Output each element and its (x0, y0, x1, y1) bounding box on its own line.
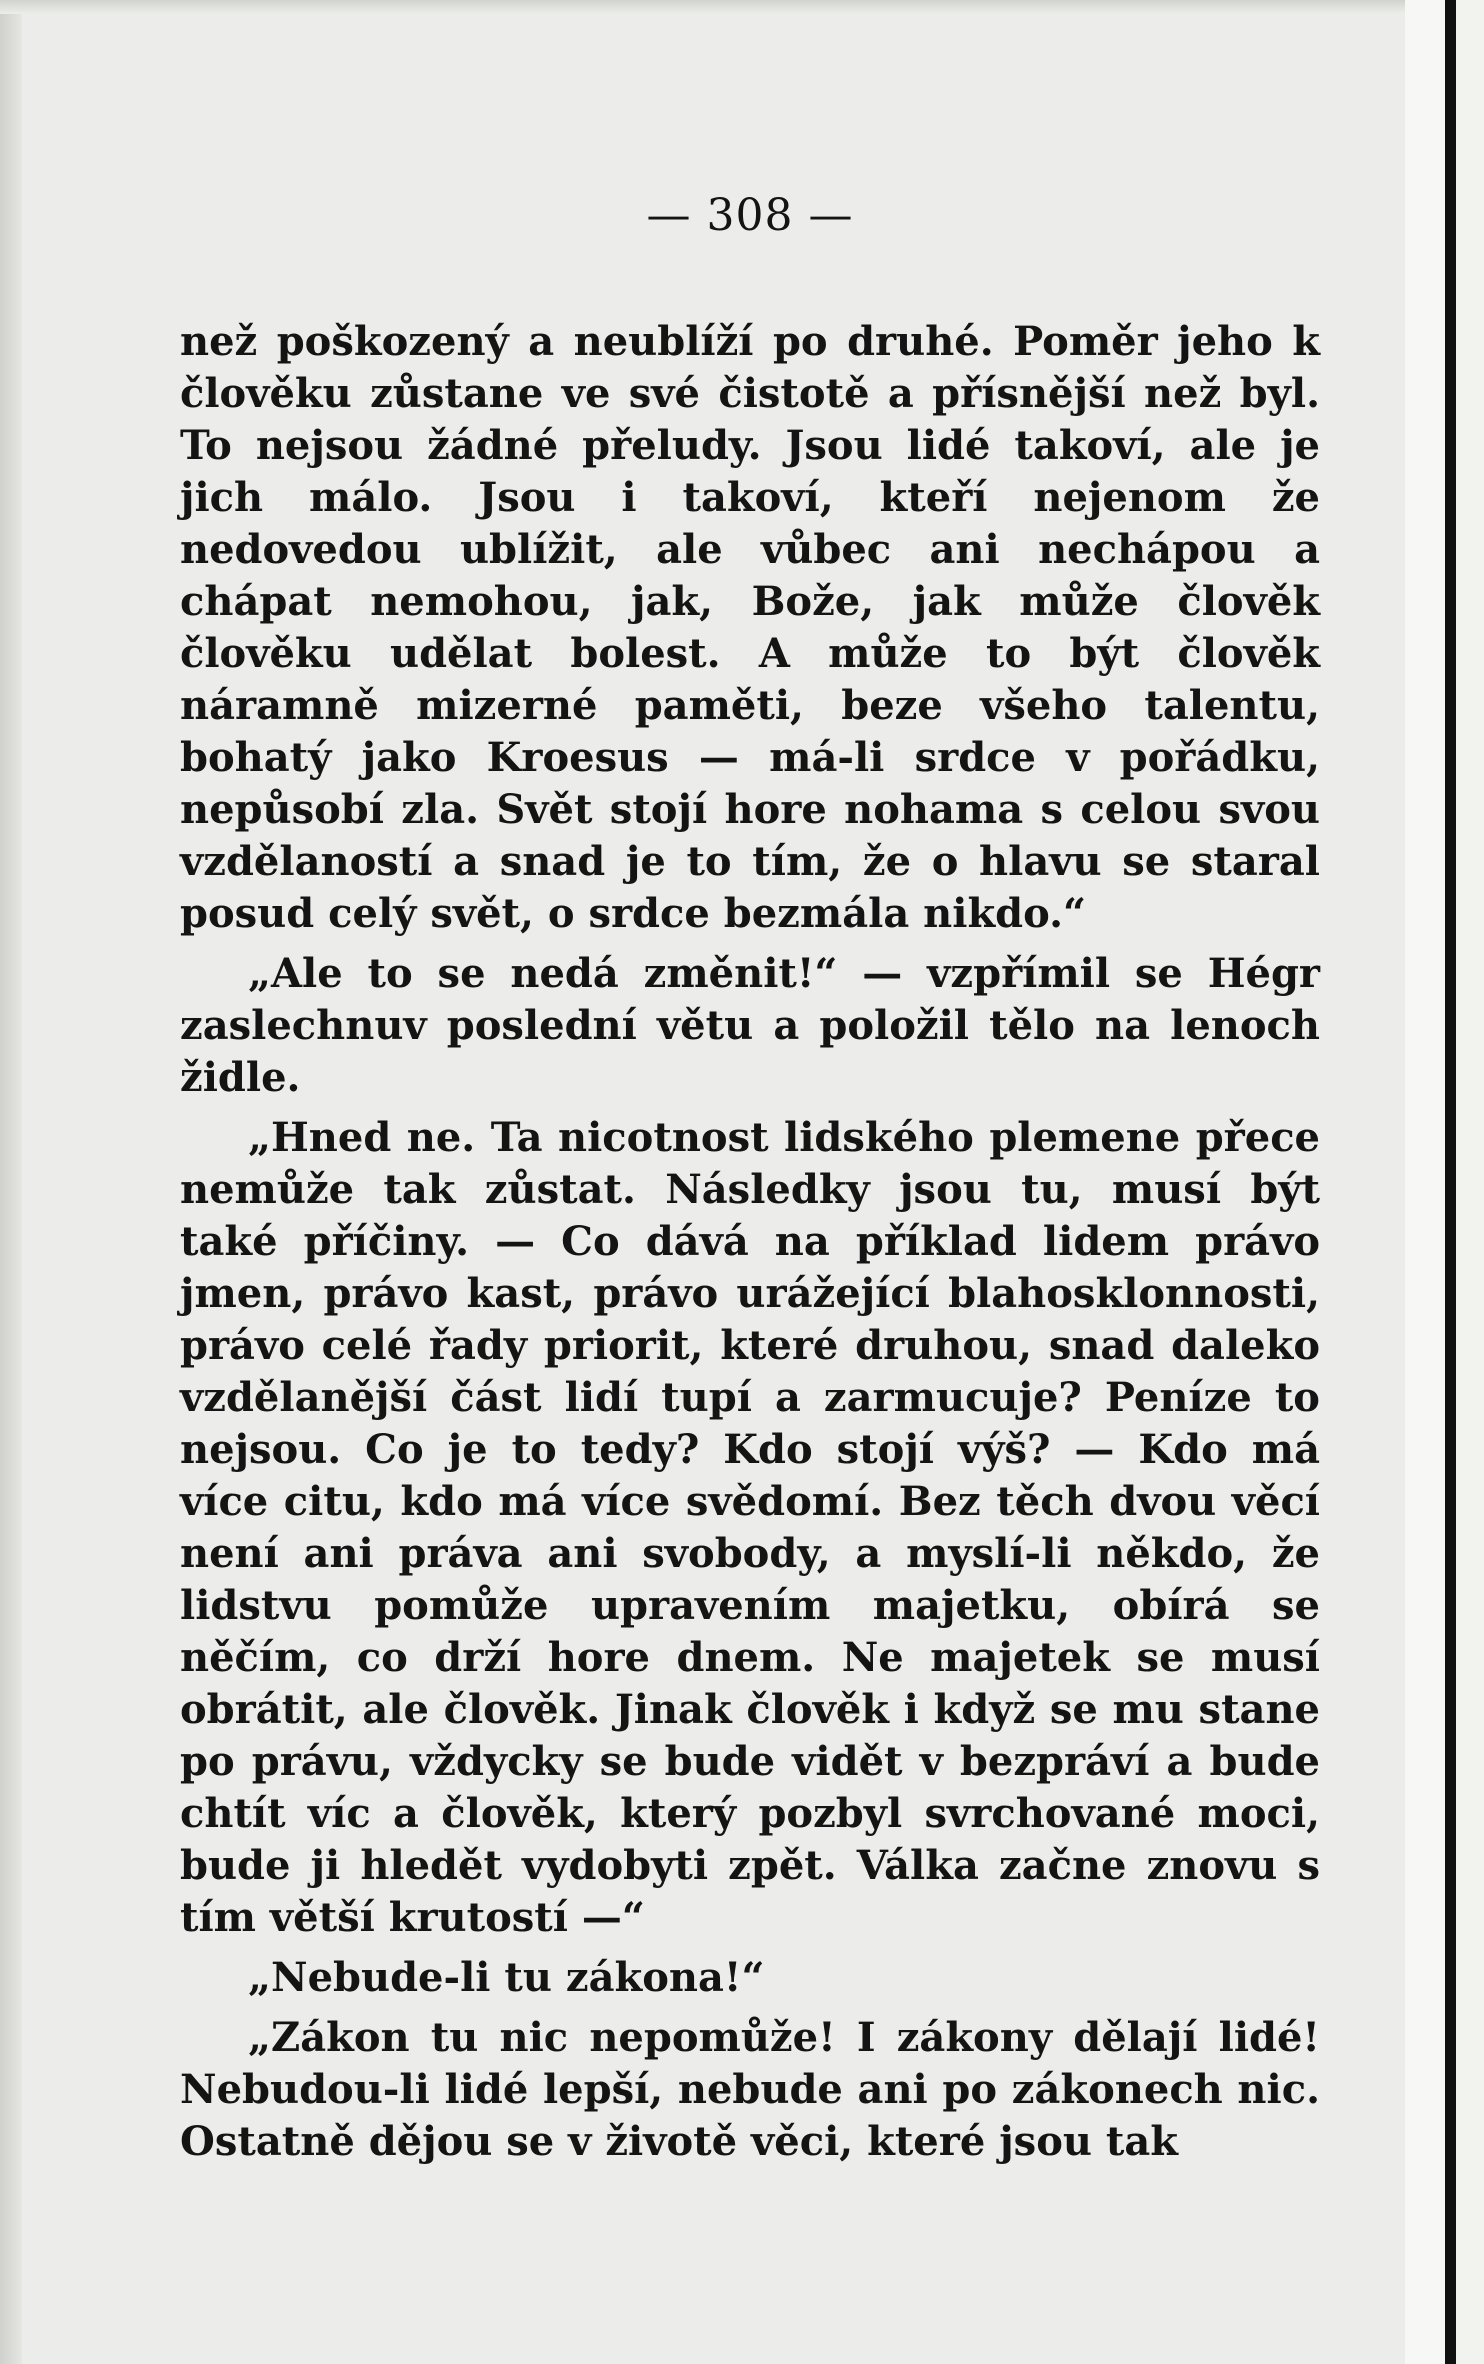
adjacent-page-strip (1456, 0, 1484, 2364)
paragraph-3: „Hned ne. Ta nicotnost lidského plemene přece nemůže tak zůstat. Následky jsou tu, musí být také příčiny. — Co dává na příklad lidem právo jmen, právo kast, právo urážející blahosklonnosti, právo celé řady priorit, které druhou, snad daleko vzdělanější část lidí tupí a zarmucuje? Peníze to nejsou. Co je to tedy? Kdo stojí výš? — Kdo má více citu, kdo má více svědomí. Bez těch dvou věcí není ani práva ani svobody, a myslí-li někdo, že lidstvu pomůže upravením majetku, obírá se něčím, co drží hore dnem. Ne majetek se musí obrátit, ale člověk. Jinak člověk i když se mu stane po právu, vždycky se bude vidět v bezpráví a bude chtít víc a člověk, který pozbyl svrchované moci, bude ji hledět vydobyti zpět. Válka začne znovu s tím větší krutostí —“ (180, 1114, 1320, 1941)
binding-edge (1445, 0, 1456, 2364)
paragraph-1: než poškozený a neublíží po druhé. Poměr jeho k člověku zůstane ve své čistotě a přísnější než byl. To nejsou žádné přeludy. Jsou lidé takoví, ale je jich málo. Jsou i takoví, kteří nejenom že nedovedou ublížit, ale vůbec ani nechápou a chápat nemohou, jak, Bože, jak může člověk člověku udělat bolest. A může to být člověk náramně mizerné paměti, beze všeho talentu, bohatý jako Kroesus — má-li srdce v pořádku, nepůsobí zla. Svět stojí hore nohama s celou svou vzdělaností a snad je to tím, že o hlavu se staral posud celý svět, o srdce bezmála nikdo.“ (180, 318, 1320, 937)
page-number: — 308 — (646, 190, 854, 241)
page-left-edge (0, 0, 22, 2364)
page-top-edge (0, 0, 1440, 14)
page-right-margin (1405, 0, 1445, 2364)
paragraph-4: „Nebude-li tu zákona!“ (248, 1954, 765, 2001)
text-block (180, 186, 1320, 2176)
paragraph-2: „Ale to se nedá změnit!“ — vzpřímil se Hégr zaslechnuv poslední větu a položil tělo na lenoch židle. (180, 950, 1320, 1101)
paragraph-5: „Zákon tu nic nepomůže! I zákony dělají lidé! Nebudou-li lidé lepší, nebude ani po zákonech nic. Ostatně dějou se v životě věci, které jsou tak (180, 2014, 1320, 2165)
